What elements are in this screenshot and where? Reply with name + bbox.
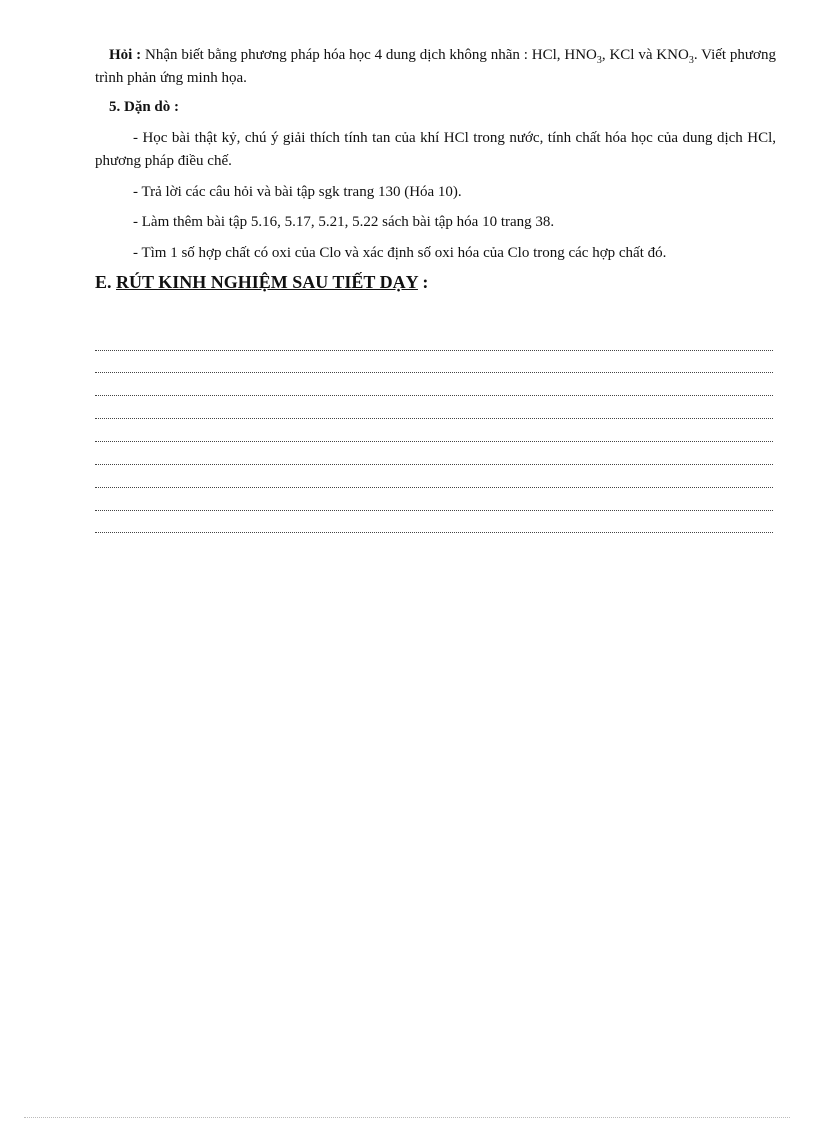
dotted-line [95,441,773,442]
question-paragraph [95,44,776,90]
dotted-line [95,418,773,419]
question-sub2: 3 [688,55,694,66]
homework-item-3: - Làm thêm bài tập 5.16, 5.17, 5.21, 5.22 sách bài tập hóa 10 trang 38. [133,214,555,230]
section-e-prefix: E. [95,272,117,292]
dotted-line [95,350,773,351]
question-sub1: 3 [596,55,602,66]
homework-item-1: - Học bài thật kỷ, chú ý giải thích tính tan của khí HCl trong nước, tính chất hóa học của dung dịch HCl, phương pháp điều chế. [95,130,776,169]
section-e-heading [95,272,428,293]
dotted-line [95,395,773,396]
question-text-middle: , KCl và KNO [601,47,689,63]
question-text-after: . Viết phương trình phản ứng minh họa. [95,47,776,86]
homework-item-4: - Tìm 1 số hợp chất có oxi của Clo và xác định số oxi hóa của Clo trong các hợp chất đó. [133,245,667,261]
section-e-title: RÚT KINH NGHIỆM SAU TIẾT DẠY [116,272,418,292]
dotted-line [95,510,773,511]
question-text-before: Nhận biết bằng phương pháp hóa học 4 dung dịch không nhãn : HCl, HNO [141,47,597,63]
homework-heading: 5. Dặn dò : [109,99,180,115]
dotted-line [95,487,773,488]
dotted-line [95,464,773,465]
dotted-line [95,372,773,373]
question-label: Hỏi : [109,47,142,63]
dotted-line [95,532,773,533]
page-bottom-border [24,1117,790,1118]
homework-item-2: - Trả lời các câu hỏi và bài tập sgk trang 130 (Hóa 10). [133,184,462,200]
section-e-suffix: : [417,272,429,292]
